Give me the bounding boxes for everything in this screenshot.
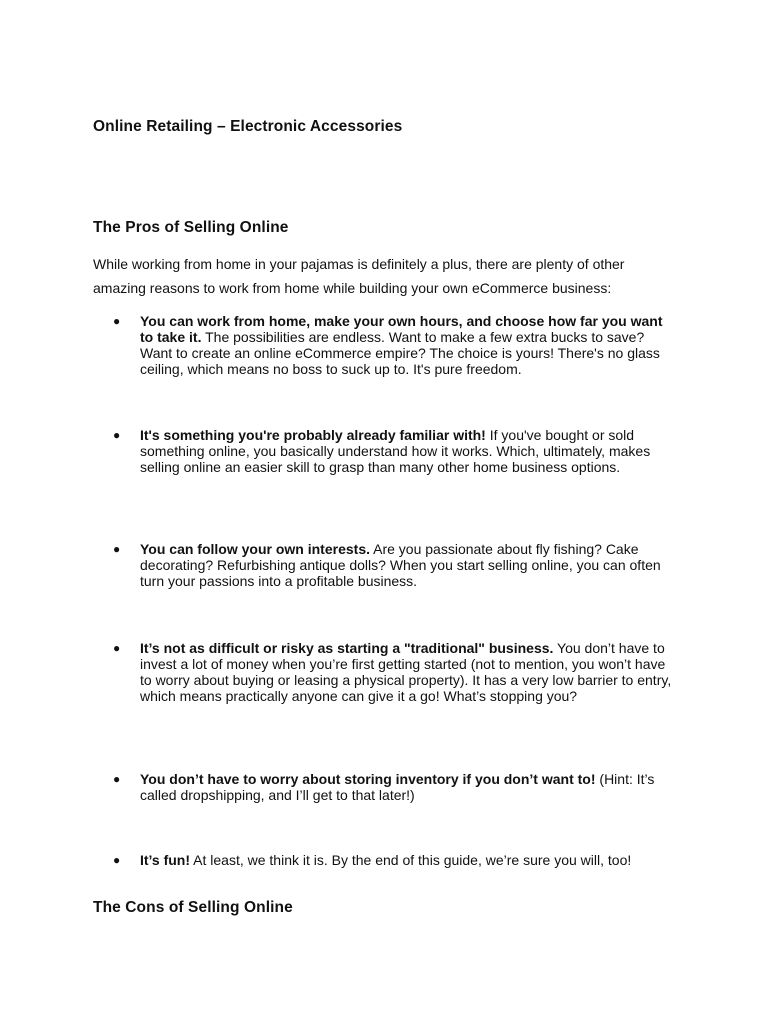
bullet-body: You don’t have to invest a lot of money when you’re first getting started (not to mention, you won’t have to worry about buying or leasing a physical property). It has a very low barrier to entry, which means practically anyone can give it a go! What’s stopping you? (140, 640, 672, 704)
bullet-icon: ● (113, 641, 121, 655)
document-title: Online Retailing – Electronic Accessories (93, 118, 403, 135)
bullet-text (140, 313, 673, 377)
bullet-lead: It’s fun! (140, 852, 191, 868)
bullet-text (140, 771, 673, 803)
bullet-icon: ● (113, 542, 121, 556)
bullet-text (140, 427, 673, 475)
bullet-body: If you've bought or sold something online, you basically understand how it works. Which, ultimately, makes selling online an easier skill to grasp than many other home business options. (140, 427, 651, 475)
bullet-body: At least, we think it is. By the end of this guide, we’re sure you will, too! (190, 852, 632, 868)
bullet-icon: ● (113, 853, 121, 867)
bullet-text (140, 640, 673, 704)
list-item (113, 771, 673, 803)
list-item (113, 313, 673, 377)
bullet-lead: You don’t have to worry about storing inventory if you don’t want to! (140, 771, 596, 787)
bullet-text (140, 852, 673, 868)
bullet-lead: It's something you're probably already familiar with! (140, 427, 486, 443)
bullet-body: The possibilities are endless. Want to make a few extra bucks to save? Want to create an online eCommerce empire? The choice is yours! There's no glass ceiling, which means no boss to suck up to. It's pure freedom. (140, 329, 660, 377)
bullet-lead: It’s not as difficult or risky as starting a "traditional" business. (140, 640, 554, 656)
bullet-icon: ● (113, 428, 121, 442)
cons-heading: The Cons of Selling Online (93, 899, 293, 916)
bullet-text (140, 541, 673, 589)
bullet-icon: ● (113, 772, 121, 786)
list-item (113, 541, 673, 589)
list-item (113, 852, 673, 868)
pros-intro-paragraph: While working from home in your pajamas is definitely a plus, there are plenty of other amazing reasons to work from home while building your own eCommerce business: (93, 256, 625, 296)
bullet-body: (Hint: It’s called dropshipping, and I’ll get to that later!) (140, 771, 655, 803)
bullet-lead: You can work from home, make your own hours, and choose how far you want to take it. (140, 313, 663, 345)
bullet-lead: You can follow your own interests. (140, 541, 370, 557)
bullet-icon: ● (113, 314, 121, 328)
bullet-body: Are you passionate about fly fishing? Cake decorating? Refurbishing antique dolls? When you start selling online, you can often turn your passions into a profitable business. (140, 541, 661, 589)
pros-heading: The Pros of Selling Online (93, 219, 289, 236)
list-item (113, 427, 673, 475)
list-item (113, 640, 673, 704)
